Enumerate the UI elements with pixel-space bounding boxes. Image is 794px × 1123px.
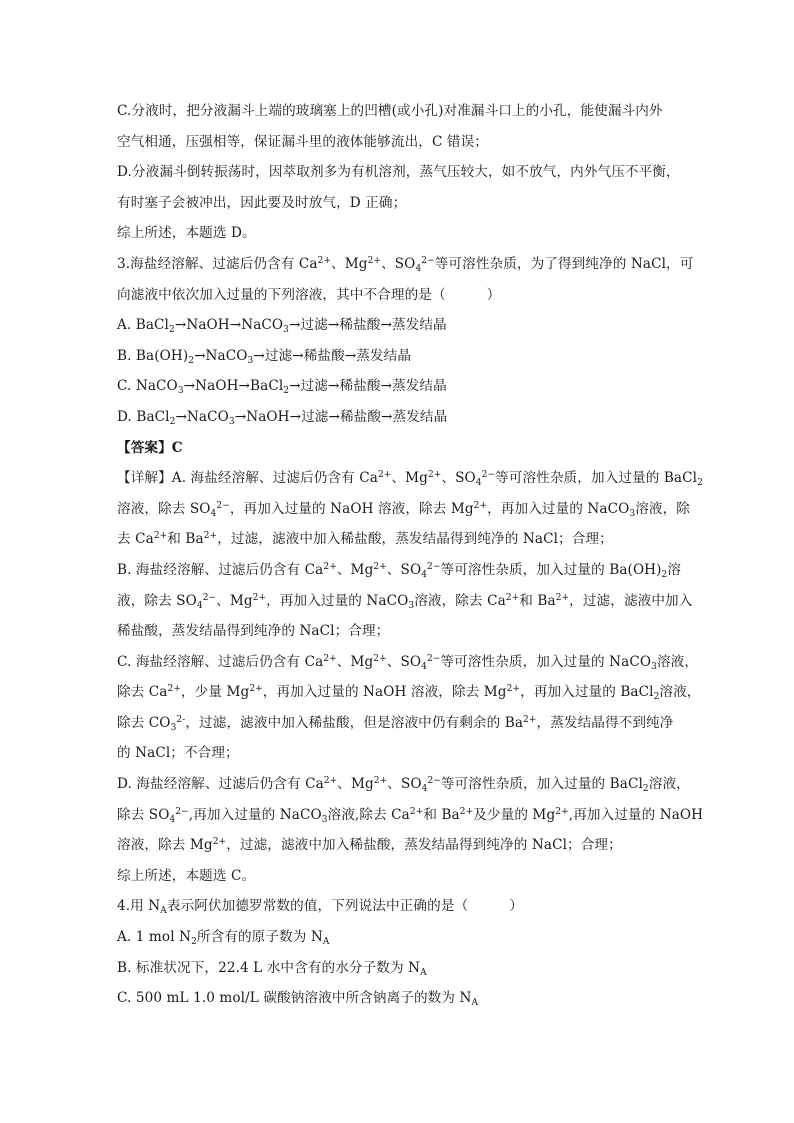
text-run: 溶液，除 — [635, 500, 690, 517]
text-run: ，再加入过量的 NaCO — [266, 592, 409, 609]
subscript: 3 — [408, 600, 415, 611]
superscript: 2+ — [373, 561, 387, 572]
text-line — [117, 371, 687, 402]
text-run: ，过滤，滤液中加入稀盐酸，蒸发结晶得到纯净的 NaCl；合理； — [217, 531, 613, 548]
text-line — [117, 769, 690, 800]
subscript: 4 — [415, 263, 422, 274]
superscript: 2+ — [505, 592, 520, 603]
subscript: A — [322, 937, 330, 948]
text-line — [117, 708, 687, 739]
text-line — [117, 800, 704, 831]
text-run: C. NaCO — [117, 378, 178, 395]
text-run: 、Mg — [391, 470, 428, 487]
text-run: 和 Ba — [167, 531, 204, 548]
text-line — [117, 891, 687, 922]
subscript: 3 — [321, 814, 328, 825]
text-run: A. 1 mol N — [117, 929, 192, 946]
text-run: 、SO — [386, 561, 422, 578]
superscript: 2+ — [473, 500, 488, 511]
text-run: D. BaCl — [117, 408, 170, 425]
text-run: 溶液,除去 Ca — [327, 806, 410, 823]
subscript: 2 — [661, 569, 668, 580]
text-run: 溶液，除去 SO — [117, 500, 211, 517]
subscript: 3 — [170, 722, 177, 733]
subscript: 4 — [210, 508, 217, 519]
text-line — [117, 616, 687, 647]
text-run: 综上所述，本题选 D。 — [117, 225, 256, 242]
text-run: 、Mg — [337, 776, 374, 793]
text-run: 、SO — [441, 470, 476, 487]
superscript: 2+ — [506, 684, 521, 695]
text-run: 、Mg — [331, 255, 368, 272]
text-run: 【详解】A. 海盐经溶解、过滤后仍含有 Ca — [117, 470, 378, 487]
text-line — [117, 341, 687, 372]
text-line — [117, 127, 687, 158]
text-line — [117, 647, 699, 678]
text-run: ，再加入过量的 NaOH 溶液，除去 Mg — [262, 684, 507, 701]
text-run: ，蒸发结晶得不到纯净 — [536, 714, 674, 731]
subscript: 4 — [475, 478, 482, 489]
text-run: ，过滤，滤液中加入稀盐酸，蒸发结晶得到纯净的 NaCl；合理； — [226, 837, 622, 854]
text-run: D. 海盐经溶解、过滤后仍含有 Ca — [117, 776, 324, 793]
superscript: 2+ — [523, 714, 537, 725]
text-run: →NaOH→BaCl — [183, 378, 284, 395]
text-run: A. BaCl — [117, 317, 170, 334]
superscript: 2+ — [323, 653, 337, 664]
subscript: 3 — [177, 386, 184, 397]
text-run: 去 Ca — [117, 531, 154, 548]
text-run: 溶液， — [659, 684, 701, 701]
text-run: →过滤→稀盐酸→蒸发结晶 — [289, 317, 447, 334]
subscript: 4 — [421, 569, 428, 580]
subscript: 3 — [651, 661, 657, 672]
text-run: 等可溶性杂质，加入过量的 Ba(OH) — [440, 561, 662, 578]
text-line — [117, 922, 687, 953]
text-run: 溶液， — [656, 653, 699, 670]
text-line — [117, 157, 687, 188]
text-line — [117, 555, 687, 586]
subscript: 2 — [188, 355, 195, 366]
superscript: 2+ — [167, 684, 181, 695]
text-run: 除去 SO — [117, 806, 170, 823]
text-run: 空气相通，压强相等，保证漏斗里的液体能够流出，C 错误； — [117, 133, 488, 150]
text-run: 表示阿伏加德罗常数的值，下列说法中正确的是（ ） — [166, 898, 523, 915]
superscript: 2− — [427, 561, 441, 572]
text-run: D.分液漏斗倒转振荡时，因萃取剂多为有机溶剂，蒸气压较大，如不放气，内外气压不平衡， — [117, 164, 680, 181]
text-run: 和 Ba — [519, 592, 556, 609]
text-run: ,再加入过量的 NaCO — [188, 806, 322, 823]
text-run: 3.海盐经溶解、过滤后仍含有 Ca — [117, 255, 318, 272]
text-run: B. Ba(OH) — [117, 347, 189, 364]
text-line — [117, 953, 687, 984]
subscript: A — [420, 967, 427, 978]
text-run: 等可溶性杂质，加入过量的 BaCl — [495, 470, 698, 487]
superscript: 2+ — [317, 255, 332, 266]
text-run: →过滤→稀盐酸→蒸发结晶 — [253, 347, 412, 364]
subscript: A — [160, 906, 167, 917]
text-run: B. 标准状况下，22.4 L 水中含有的水分子数为 N — [117, 959, 421, 976]
superscript: 2− — [216, 500, 230, 511]
superscript: 2+ — [252, 592, 267, 603]
text-line — [117, 494, 690, 525]
subscript: 3 — [247, 355, 254, 366]
subscript: 4 — [421, 784, 428, 795]
text-line — [117, 280, 687, 311]
subscript: 2 — [169, 325, 175, 336]
superscript: 2+ — [212, 837, 227, 848]
subscript: A — [471, 998, 479, 1009]
text-run: 有时塞子会被冲出，因此要及时放气，D 正确； — [117, 194, 407, 211]
text-line — [117, 188, 687, 219]
superscript: 2− — [421, 255, 435, 266]
document-page — [117, 96, 704, 1014]
text-run: ，再加入过量的 NaCO — [487, 500, 630, 517]
superscript: 2+ — [555, 806, 569, 817]
text-run: 4.用 N — [117, 898, 161, 915]
superscript: 2+ — [373, 776, 388, 787]
text-run: 除去 CO — [117, 714, 171, 731]
subscript: 2 — [642, 784, 649, 795]
text-run: →过滤→稀盐酸→蒸发结晶 — [289, 378, 447, 395]
text-run: 综上所述，本题选 C。 — [117, 867, 256, 884]
superscript: 2+ — [249, 684, 263, 695]
text-line — [117, 524, 687, 555]
text-line — [117, 433, 687, 464]
superscript: 2+ — [367, 255, 382, 266]
text-line — [117, 677, 701, 708]
superscript: 2− — [175, 806, 189, 817]
superscript: 2− — [202, 592, 217, 603]
text-run: 等可溶性杂质，加入过量的 BaCl — [440, 776, 643, 793]
text-run: 、Mg — [216, 592, 253, 609]
text-line — [117, 249, 694, 280]
text-line — [117, 738, 687, 769]
superscript: 2+ — [373, 653, 387, 664]
subscript: 2 — [653, 692, 660, 703]
subscript: 2 — [191, 937, 197, 948]
text-run: ,再加入过量的 NaOH — [568, 806, 704, 823]
text-run: →NaOH→过滤→稀盐酸→蒸发结晶 — [234, 408, 448, 425]
text-run: ，过滤，滤液中加入稀盐酸，但是溶液中仍有剩余的 Ba — [185, 714, 524, 731]
text-run: 的 NaCl；不合理； — [117, 745, 239, 762]
text-run: 等可溶性杂质，加入过量的 NaCO — [440, 653, 652, 670]
subscript: 2 — [283, 386, 290, 397]
text-run: 、Mg — [336, 653, 374, 670]
superscript: 2- — [176, 714, 186, 725]
text-run: 及少量的 Mg — [473, 806, 556, 823]
superscript: 2+ — [153, 531, 168, 542]
text-run: 和 Ba — [423, 806, 460, 823]
text-run: 、SO — [386, 653, 422, 670]
text-run: B. 海盐经溶解、过滤后仍含有 Ca — [117, 561, 324, 578]
superscript: 2+ — [323, 561, 337, 572]
text-line — [117, 830, 687, 861]
text-run: ，少量 Mg — [180, 684, 250, 701]
text-run: 溶 — [667, 561, 682, 578]
superscript: 2+ — [377, 470, 392, 481]
superscript: 2+ — [323, 776, 338, 787]
text-run: 等可溶性杂质，为了得到纯净的 NaCl，可 — [434, 255, 694, 272]
text-run: →NaCO — [194, 347, 248, 364]
subscript: 2 — [169, 416, 176, 427]
text-line — [117, 310, 687, 341]
superscript: 2+ — [555, 592, 570, 603]
text-run: ，过滤，滤液中加入 — [569, 592, 693, 609]
subscript: 4 — [196, 600, 203, 611]
superscript: 2− — [427, 776, 441, 787]
superscript: 2− — [481, 470, 496, 481]
text-run: 液，除去 SO — [117, 592, 197, 609]
text-run: 稀盐酸，蒸发结晶得到纯净的 NaCl；合理； — [117, 623, 390, 640]
text-line — [117, 861, 687, 892]
text-run: 、SO — [381, 255, 416, 272]
text-run: 溶液， — [648, 776, 690, 793]
text-line — [117, 463, 703, 494]
text-line — [117, 218, 687, 249]
text-run: 除去 Ca — [117, 684, 168, 701]
text-run: 溶液，除去 Mg — [117, 837, 213, 854]
subscript: 2 — [697, 478, 703, 489]
superscript: 2+ — [203, 531, 218, 542]
text-run: 【答案】C — [117, 439, 183, 456]
subscript: 3 — [228, 416, 235, 427]
subscript: 3 — [629, 508, 636, 519]
text-run: 所含有的原子数为 N — [196, 929, 323, 946]
text-run: 、Mg — [336, 561, 374, 578]
text-line — [117, 402, 687, 433]
subscript: 4 — [169, 814, 176, 825]
superscript: 2+ — [427, 470, 442, 481]
text-run: 向滤液中依次加入过量的下列溶液，其中不合理的是（ ） — [117, 286, 501, 303]
text-run: C. 500 mL 1.0 mol/L 碳酸钠溶液中所含钠离子的数为 N — [117, 990, 472, 1007]
superscript: 2− — [426, 653, 441, 664]
subscript: 3 — [283, 325, 289, 336]
text-run: →NaCO — [175, 408, 229, 425]
text-run: ，再加入过量的 BaCl — [520, 684, 654, 701]
subscript: 4 — [421, 661, 427, 672]
superscript: 2+ — [459, 806, 474, 817]
text-line — [117, 96, 687, 127]
text-line — [117, 586, 693, 617]
text-run: ，再加入过量的 NaOH 溶液，除去 Mg — [229, 500, 474, 517]
text-line — [117, 983, 687, 1014]
text-run: 溶液，除去 Ca — [414, 592, 506, 609]
superscript: 2+ — [409, 806, 424, 817]
text-run: →NaOH→NaCO — [174, 317, 284, 334]
text-run: 、SO — [387, 776, 422, 793]
text-run: C. 海盐经溶解、过滤后仍含有 Ca — [117, 653, 324, 670]
text-run: C.分液时，把分液漏斗上端的玻璃塞上的凹槽(或小孔)对准漏斗口上的小孔，能使漏斗内外 — [117, 103, 663, 119]
